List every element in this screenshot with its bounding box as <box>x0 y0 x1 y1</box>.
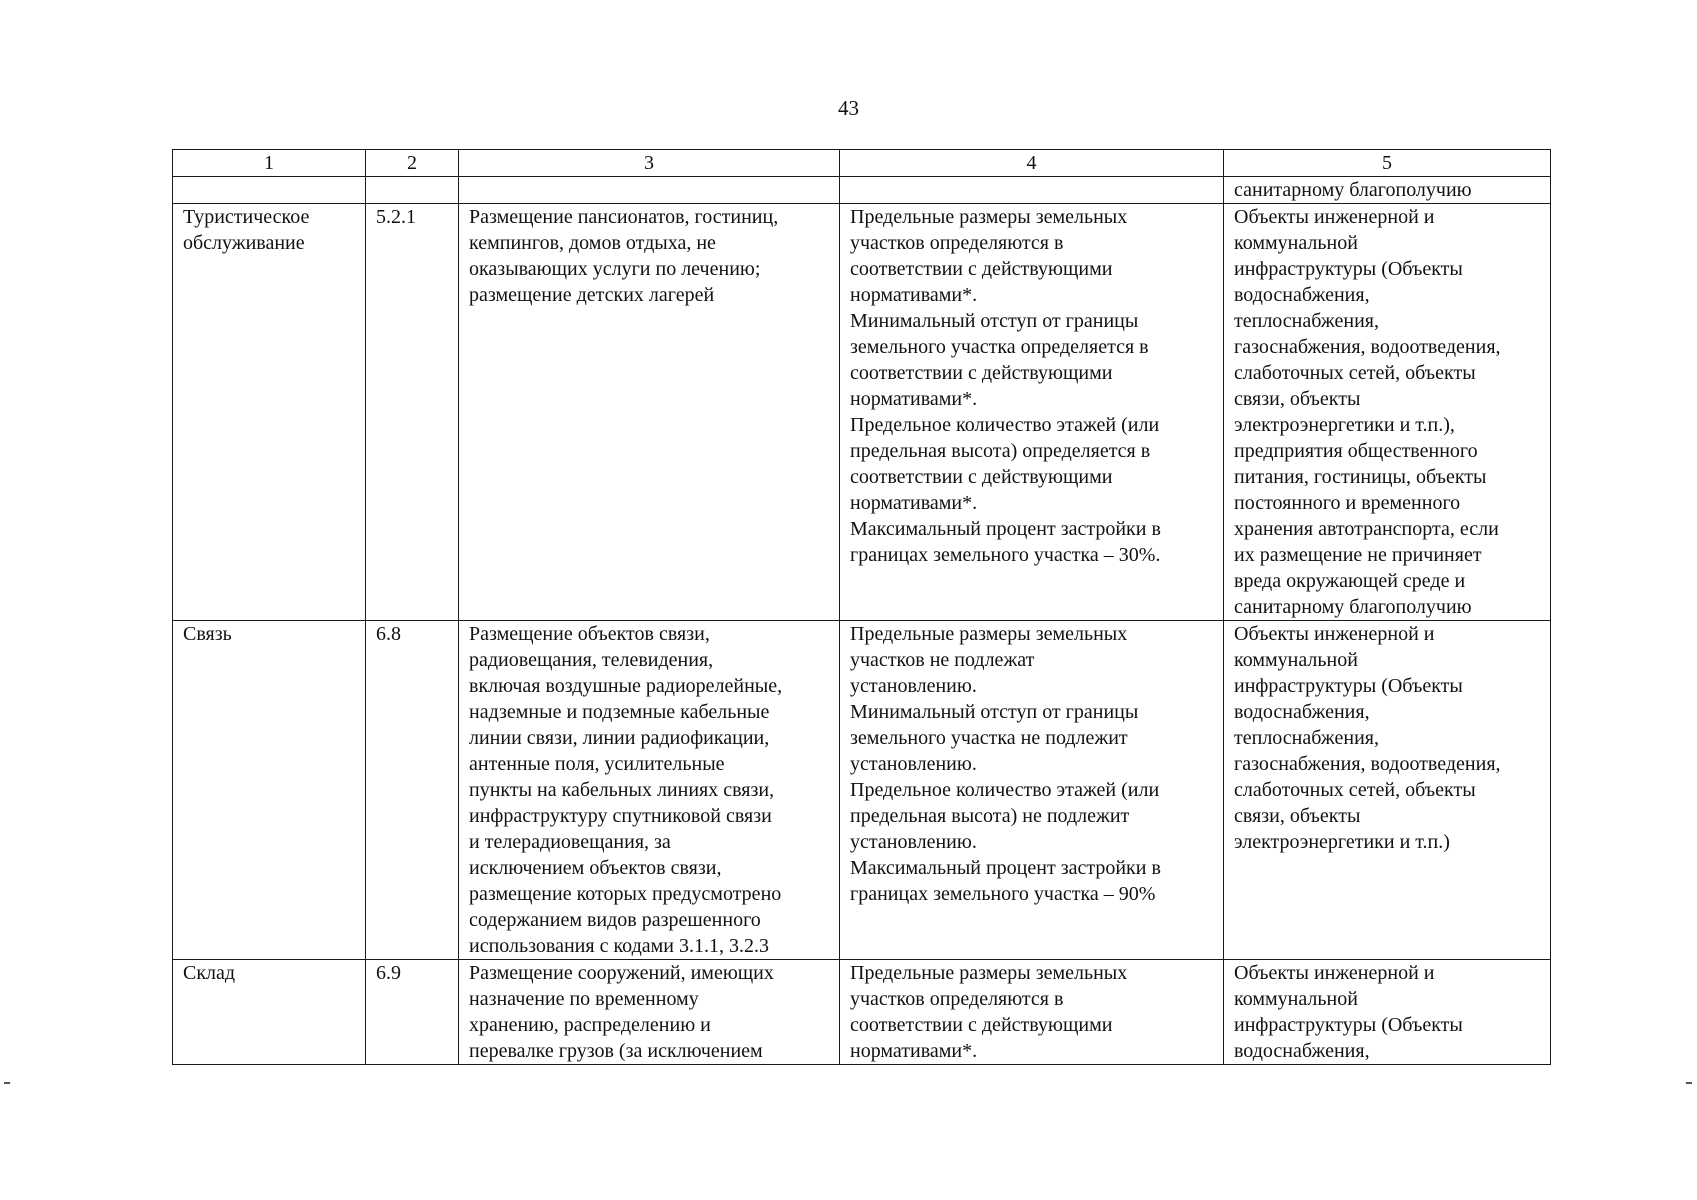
continuation-cell-auxiliary: санитарному благополучию <box>1224 177 1551 204</box>
column-number-2: 2 <box>366 150 459 177</box>
use-type-auxiliary: Объекты инженерной и коммунальной инфраструктуры (Объекты водоснабжения, теплоснабжения, газоснабжения, водоотведения, слаботочных сетей, объекты связи, объекты электроэнергетики и т.п.) <box>1224 621 1551 960</box>
use-type-description: Размещение пансионатов, гостиниц, кемпингов, домов отдыха, не оказывающих услуги по лечению; размещение детских лагерей <box>459 204 840 621</box>
continuation-cell-parameters <box>840 177 1224 204</box>
use-type-code: 6.8 <box>366 621 459 960</box>
use-type-auxiliary: Объекты инженерной и коммунальной инфраструктуры (Объекты водоснабжения, <box>1224 960 1551 1065</box>
page-number: 43 <box>838 96 859 120</box>
use-type-description: Размещение объектов связи, радиовещания, телевидения, включая воздушные радиорелейные, надземные и подземные кабельные линии связи, линии радиофикации, антенные поля, усилительные пункты на кабельных линиях связи, инфраструктуру спутниковой связи и телерадиовещания, за исключением объектов связи, размещение которых предусмотрено содержанием видов разрешенного использования с кодами 3.1.1, 3.2.3 <box>459 621 840 960</box>
use-type-name: Связь <box>173 621 366 960</box>
use-type-code: 6.9 <box>366 960 459 1065</box>
use-type-description: Размещение сооружений, имеющих назначение по временному хранению, распределению и перевалке грузов (за исключением <box>459 960 840 1065</box>
scan-margin-mark-right <box>1686 1082 1692 1084</box>
table-continuation-row <box>173 177 1551 204</box>
use-type-name: Туристическое обслуживание <box>173 204 366 621</box>
continuation-cell-code <box>366 177 459 204</box>
continuation-cell-name <box>173 177 366 204</box>
table-row <box>173 960 1551 1065</box>
use-type-code: 5.2.1 <box>366 204 459 621</box>
use-type-parameters: Предельные размеры земельных участков определяются в соответствии с действующими нормативами*. Минимальный отступ от границы земельного участка определяется в соответствии с действующими нормативами*. Предельное количество этажей (или предельная высота) определяется в соответствии с действующими нормативами*. Максимальный процент застройки в границах земельного участка – 30%. <box>840 204 1224 621</box>
zoning-table <box>172 149 1551 1065</box>
use-type-auxiliary: Объекты инженерной и коммунальной инфраструктуры (Объекты водоснабжения, теплоснабжения, газоснабжения, водоотведения, слаботочных сетей, объекты связи, объекты электроэнергетики и т.п.), предприятия общественного питания, гостиницы, объекты постоянного и временного хранения автотранспорта, если их размещение не причиняет вреда окружающей среде и санитарному благополучию <box>1224 204 1551 621</box>
use-type-parameters: Предельные размеры земельных участков не подлежат установлению. Минимальный отступ от границы земельного участка не подлежит установлению. Предельное количество этажей (или предельная высота) не подлежит установлению. Максимальный процент застройки в границах земельного участка – 90% <box>840 621 1224 960</box>
column-number-3: 3 <box>459 150 840 177</box>
scan-margin-mark-left <box>4 1082 10 1084</box>
use-type-parameters: Предельные размеры земельных участков определяются в соответствии с действующими нормативами*. <box>840 960 1224 1065</box>
continuation-cell-description <box>459 177 840 204</box>
column-number-4: 4 <box>840 150 1224 177</box>
table-row <box>173 204 1551 621</box>
use-type-name: Склад <box>173 960 366 1065</box>
column-number-5: 5 <box>1224 150 1551 177</box>
table-header-row <box>173 150 1551 177</box>
column-number-1: 1 <box>173 150 366 177</box>
table-row <box>173 621 1551 960</box>
